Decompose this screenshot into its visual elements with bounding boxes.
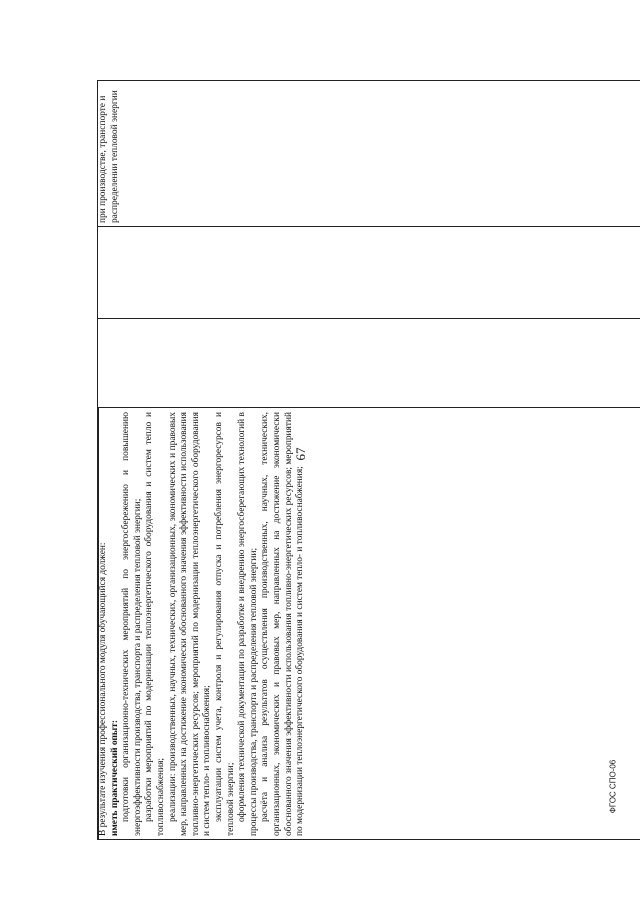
rotated-table-page (97, 80, 640, 840)
empty-cell (97, 319, 640, 408)
scope-cell (97, 80, 640, 227)
scope-text: при производстве, транспорте и распределении тепловой энергии (98, 90, 120, 223)
list-item: расчёта и анализа результатов осуществления производственных, научных, технических, организационных, экономических и правовых мер, направленных на достижение экономически обоснованного значения эффективности использования топливно-энергетических ресурсов; мероприятий по модернизации теплоэнергетического оборудования и систем тепло- и топливоснабжения; (260, 412, 306, 836)
heading-text: иметь практический опыт: (109, 720, 120, 836)
footer-code: ФГОС СПО-06 (608, 759, 618, 814)
competency-text (98, 412, 307, 836)
list-item: подготовки организационно-технических мероприятий по энергосбережению и повышению энергоэффективности производства, транспорта и распределения тепловой энергии; (121, 412, 143, 836)
list-item: эксплуатации систем учета, контроля и регулирования отпуска и потребления энергоресурсов и тепловой энергии; (213, 412, 236, 836)
page-number: 67 (293, 447, 308, 461)
competency-cell (97, 408, 640, 840)
empty-cell (97, 227, 640, 319)
list-item: реализации: производственных, научных, технических, организационных, экономических и правовых мер, направленных на достижение экономически обоснованного значения эффективности использования топливно-энергетических ресурсов; мероприятий по модернизации теплоэнергетического оборудования и систем тепло- и топливоснабжения; (167, 412, 213, 836)
intro-text: В результате изучения профессионального модуля обучающийся должен: (98, 542, 108, 836)
list-item: разработки мероприятий по модернизации теплоэнергетического оборудования и систем тепло и топливоснабжения; (144, 412, 166, 836)
list-item: оформления технической документации по разработке и внедрению энергосберегающих технологий в процессы производства, транспорта и распределения тепловой энергии; (237, 412, 259, 836)
